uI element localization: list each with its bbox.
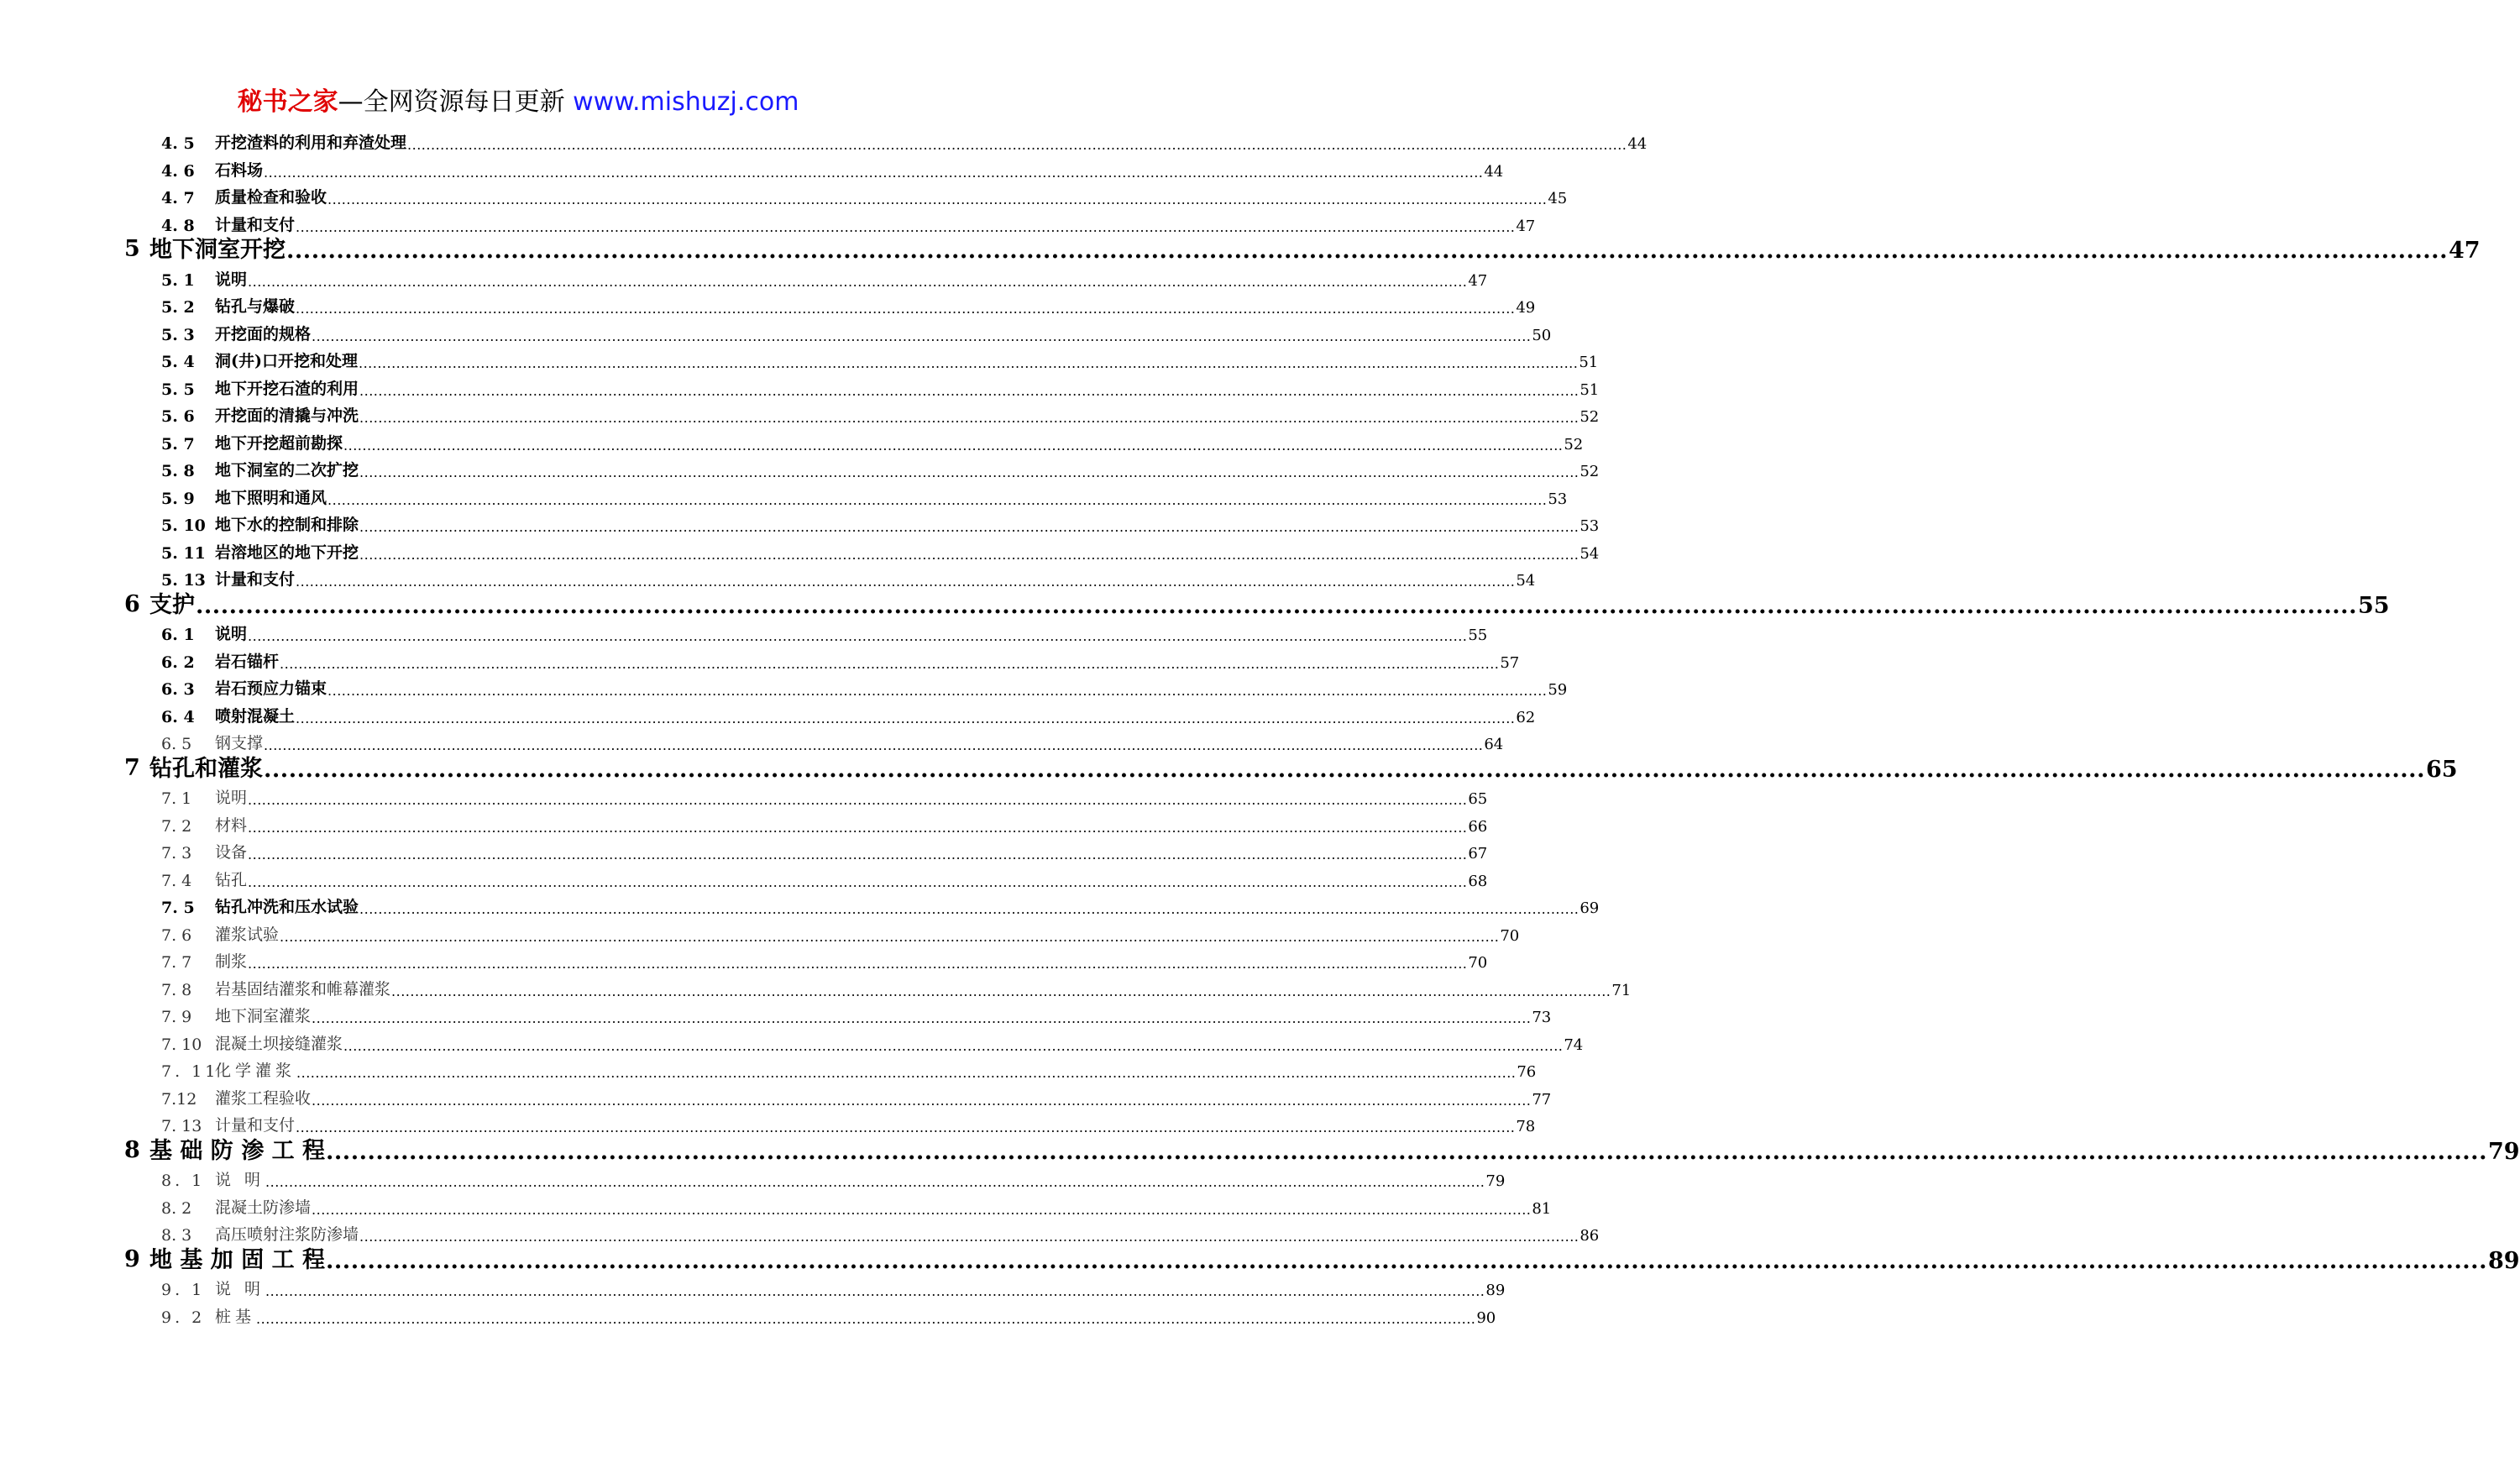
- toc-page-number: 51: [1579, 354, 1599, 371]
- toc-page-number: 64: [1484, 736, 1504, 753]
- toc-dot-leader: ....................................................................................................................................................................................................................................................................: [280, 655, 1500, 672]
- toc-section-row[interactable]: [0, 510, 1600, 535]
- toc-entry-title: 钻孔冲洗和压水试验: [215, 898, 359, 916]
- toc-entry-title: 钻孔和灌浆: [149, 755, 263, 782]
- toc-dot-leader: ....................................................................................................................................................................................................................................................................: [296, 710, 1516, 726]
- toc-entry-title: 地下开挖超前勘探: [215, 433, 343, 453]
- toc-dot-leader: ....................................................................................................................................................................................................................................................................: [312, 1010, 1532, 1026]
- toc-entry-number: 7.12: [161, 1089, 197, 1109]
- toc-section-row[interactable]: [0, 1193, 1552, 1218]
- toc-entry-number: 6. 2: [161, 653, 195, 672]
- toc-dot-leader: ....................................................................................................................................................................................................................................................................: [327, 683, 1548, 699]
- toc-entry-title: 基 础 防 渗 工 程: [149, 1137, 325, 1164]
- toc-dot-leader: ....................................................................................................................................................................................................................................................................: [312, 1092, 1532, 1109]
- toc-page-number: 66: [1468, 817, 1488, 836]
- toc-entry-number: 7. 13: [161, 1117, 202, 1135]
- toc-page-number: 57: [1500, 653, 1520, 672]
- toc-page-number: 52: [1580, 463, 1600, 480]
- toc-entry-number: 5. 2: [161, 298, 195, 317]
- toc-section-row[interactable]: [0, 974, 1632, 999]
- toc-page-number: 78: [1516, 1118, 1536, 1135]
- toc-page-number: 53: [1548, 490, 1568, 508]
- toc-entry-title: 石料场: [215, 160, 264, 180]
- toc-dot-leader: ....................................................................................................................................................................................................................................................................: [359, 410, 1580, 426]
- toc-entry-number: 5. 13: [161, 571, 206, 590]
- toc-page-number: 89: [1485, 1282, 1506, 1299]
- toc-page-number: 53: [1580, 517, 1600, 535]
- toc-page-number: 55: [2357, 592, 2390, 619]
- toc-page-number: 79: [2487, 1138, 2520, 1165]
- toc-entry-number: 6. 5: [161, 735, 192, 753]
- toc-entry-title: 开挖面的清撬与冲洗: [215, 406, 359, 425]
- toc-dot-leader: ....................................................................................................................................................................................................................................................................: [359, 1229, 1580, 1245]
- toc-section-row[interactable]: [0, 837, 1488, 862]
- toc-entry-title: 支护: [149, 591, 195, 618]
- toc-dot-leader: ....................................................................................................................................................................................................................................................................: [248, 273, 1468, 290]
- toc-entry-number: 7. 4: [161, 871, 192, 890]
- toc-page-number: 76: [1517, 1063, 1537, 1081]
- toc-entry-number: 6. 1: [161, 626, 195, 644]
- toc-entry-number: 9. 2: [161, 1308, 206, 1327]
- toc-dot-leader: ....................................................................................................................................................................................................................................................................: [312, 328, 1532, 344]
- toc-page-number: 90: [1476, 1308, 1496, 1327]
- toc-page-number: 67: [1468, 845, 1488, 862]
- toc-section-row[interactable]: [0, 291, 1536, 317]
- toc-page-number: 74: [1564, 1035, 1584, 1054]
- toc-entry-number: 7. 6: [161, 925, 192, 945]
- toc-section-row[interactable]: [0, 783, 1488, 808]
- toc-section-row[interactable]: [0, 1056, 1537, 1081]
- toc-dot-leader: ....................................................................................................................................................................................................................................................................: [248, 873, 1468, 890]
- toc-entry-title: 地下水的控制和排除: [215, 516, 359, 534]
- toc-section-row[interactable]: [0, 892, 1600, 917]
- toc-entry-number: 4. 8: [161, 216, 195, 235]
- toc-section-row[interactable]: [0, 865, 1488, 890]
- toc-dot-leader: ....................................................................................................................................................................................................................................................................: [312, 1201, 1532, 1218]
- toc-dot-leader: ....................................................................................................................................................................................................................................................................: [256, 1310, 1476, 1327]
- toc-entry-title: 岩基固结灌浆和帷幕灌浆: [215, 979, 391, 999]
- toc-page-number: 71: [1611, 981, 1632, 999]
- toc-page-number: 62: [1516, 708, 1536, 726]
- toc-page-number: 47: [1468, 271, 1488, 290]
- toc-entry-title: 说 明: [215, 1280, 265, 1298]
- toc-page-number: 50: [1532, 326, 1552, 344]
- toc-entry-title: 岩溶地区的地下开挖: [215, 543, 359, 562]
- toc-dot-leader: ....................................................................................................................................................................................................................................................................: [359, 546, 1580, 563]
- toc-page-number: 77: [1532, 1090, 1552, 1109]
- toc-entry-title: 说明: [215, 270, 248, 289]
- toc-entry-number: 7. 11: [161, 1062, 219, 1081]
- toc-dot-leader: ....................................................................................................................................................................................................................................................................: [296, 218, 1516, 235]
- toc-entry-title: 开挖渣料的利用和弃渣处理: [215, 134, 407, 152]
- toc-section-row[interactable]: [0, 128, 1648, 153]
- toc-entry-title: 混凝土坝接缝灌浆: [215, 1034, 343, 1053]
- banner-url[interactable]: www.mishuzj.com: [573, 87, 799, 117]
- toc-entry-number: 7. 9: [161, 1008, 192, 1026]
- toc-chapter-row[interactable]: [0, 1136, 2520, 1165]
- toc-section-row[interactable]: [0, 619, 1488, 644]
- toc-page-number: 44: [1484, 162, 1504, 181]
- toc-chapter-row[interactable]: [0, 754, 2458, 783]
- toc-dot-leader: ....................................................................................................................................................................................................................................................................: [248, 792, 1468, 808]
- toc-entry-number: 7: [124, 754, 140, 781]
- toc-entry-number: 8. 3: [161, 1226, 192, 1245]
- toc-section-row[interactable]: [0, 674, 1568, 699]
- toc-dot-leader: ....................................................................................................................................................................................................................................................................: [248, 956, 1468, 972]
- toc-entry-number: 7. 7: [161, 953, 192, 972]
- toc-page-number: 49: [1516, 299, 1536, 317]
- toc-page-number: 45: [1548, 190, 1568, 207]
- toc-dot-leader: ....................................................................................................................................................................................................................................................................: [264, 164, 1484, 181]
- toc-chapter-row[interactable]: [0, 590, 2390, 619]
- toc-dot-leader: ....................................................................................................................................................................................................................................................................: [359, 901, 1580, 917]
- toc-dot-leader: ....................................................................................................................................................................................................................................................................: [358, 355, 1579, 371]
- toc-page-number: 52: [1564, 435, 1584, 454]
- toc-entry-title: 灌浆工程验收: [215, 1088, 312, 1108]
- toc-dot-leader: ....................................................................................................................................................................................................................................................................: [359, 519, 1580, 535]
- toc-entry-title: 桩基: [215, 1307, 256, 1326]
- toc-entry-title: 说 明: [215, 1171, 265, 1189]
- toc-entry-title: 喷射混凝土: [215, 706, 296, 726]
- toc-page-number: 73: [1532, 1009, 1552, 1026]
- toc-section-row[interactable]: [0, 155, 1504, 181]
- toc-entry-number: 5. 1: [161, 270, 195, 290]
- toc-section-row[interactable]: [0, 401, 1600, 426]
- toc-section-row[interactable]: [0, 647, 1520, 672]
- toc-entry-title: 材料: [215, 815, 248, 835]
- toc-dot-leader: ....................................................................................................................................................................................................................................................................: [248, 819, 1468, 836]
- toc-dot-leader: ....................................................................................................................................................................................................................................................................: [296, 301, 1516, 317]
- toc-entry-number: 5. 10: [161, 516, 206, 535]
- toc-page-number: 79: [1485, 1172, 1506, 1190]
- toc-entry-number: 8: [124, 1136, 140, 1163]
- toc-dot-leader: ....................................................................................................................................................................................................................................................................: [265, 1174, 1485, 1190]
- toc-entry-title: 洞(井)口开挖和处理: [215, 352, 358, 370]
- toc-dot-leader: ....................................................................................................................................................................................................................................................................: [264, 756, 2425, 783]
- toc-page-number: 54: [1580, 544, 1600, 563]
- toc-dot-leader: ....................................................................................................................................................................................................................................................................: [296, 1119, 1516, 1135]
- toc-section-row[interactable]: [0, 1001, 1552, 1026]
- toc-page-number: 65: [2425, 756, 2458, 783]
- toc-entry-title: 质量检查和验收: [215, 188, 327, 207]
- toc-page-number: 70: [1500, 926, 1520, 945]
- toc-entry-title: 地下洞室开挖: [149, 237, 286, 263]
- toc-section-row[interactable]: [0, 428, 1584, 454]
- toc-section-row[interactable]: [0, 1165, 1506, 1190]
- toc-entry-number: 9: [124, 1245, 140, 1272]
- toc-section-row[interactable]: [0, 946, 1488, 972]
- toc-chapter-row[interactable]: [0, 1245, 2520, 1274]
- toc-dot-leader: ....................................................................................................................................................................................................................................................................: [326, 1138, 2487, 1165]
- toc-entry-title: 化学灌浆: [215, 1062, 296, 1080]
- toc-section-row[interactable]: [0, 701, 1536, 726]
- toc-entry-number: 6. 4: [161, 707, 195, 726]
- toc-dot-leader: ....................................................................................................................................................................................................................................................................: [326, 1247, 2487, 1274]
- toc-entry-number: 7. 10: [161, 1035, 202, 1054]
- toc-section-row[interactable]: [0, 810, 1488, 836]
- toc-section-row[interactable]: [0, 483, 1568, 508]
- toc-entry-number: 6. 3: [161, 680, 195, 699]
- toc-entry-number: 5. 6: [161, 407, 195, 426]
- toc-page-number: 69: [1580, 899, 1600, 917]
- toc-dot-leader: ....................................................................................................................................................................................................................................................................: [264, 737, 1484, 753]
- toc-dot-leader: ....................................................................................................................................................................................................................................................................: [407, 137, 1627, 153]
- toc-entry-number: 7. 8: [161, 980, 192, 999]
- toc-page-number: 47: [1516, 217, 1536, 235]
- toc-entry-title: 岩石预应力锚束: [215, 679, 327, 698]
- toc-entry-title: 岩石锚杆: [215, 652, 280, 671]
- toc-entry-title: 钻孔与爆破: [215, 297, 296, 316]
- toc-dot-leader: ....................................................................................................................................................................................................................................................................: [296, 1065, 1517, 1081]
- site-banner: [0, 86, 1036, 119]
- toc-section-row[interactable]: [0, 455, 1600, 480]
- banner-slogan: —全网资源每日更新: [338, 87, 574, 117]
- toc-entry-number: 8. 1: [161, 1172, 206, 1190]
- toc-entry-title: 灌浆试验: [215, 925, 280, 944]
- toc-dot-leader: ....................................................................................................................................................................................................................................................................: [286, 238, 2448, 264]
- toc-page-number: 68: [1468, 872, 1488, 890]
- toc-section-row[interactable]: [0, 1302, 1496, 1327]
- toc-entry-number: 5. 8: [161, 462, 195, 480]
- toc-dot-leader: ....................................................................................................................................................................................................................................................................: [343, 1037, 1564, 1054]
- toc-section-row[interactable]: [0, 1029, 1584, 1054]
- toc-entry-title: 设备: [215, 843, 248, 862]
- toc-entry-number: 7. 2: [161, 816, 192, 836]
- toc-page-number: 52: [1580, 408, 1600, 426]
- toc-entry-title: 说明: [215, 789, 248, 807]
- toc-chapter-row[interactable]: [0, 236, 2481, 264]
- toc-dot-leader: ....................................................................................................................................................................................................................................................................: [359, 382, 1580, 399]
- toc-entry-number: 4. 5: [161, 134, 195, 153]
- toc-entry-title: 计量和支付: [215, 570, 296, 589]
- toc-dot-leader: ....................................................................................................................................................................................................................................................................: [391, 983, 1611, 999]
- toc-dot-leader: ....................................................................................................................................................................................................................................................................: [248, 847, 1468, 862]
- toc-page-number: 70: [1468, 954, 1488, 972]
- toc-entry-title: 制浆: [215, 952, 248, 971]
- toc-entry-title: 说明: [215, 625, 248, 643]
- toc-entry-number: 8. 2: [161, 1198, 192, 1218]
- toc-page-number: 47: [2448, 238, 2481, 264]
- toc-entry-title: 计量和支付: [215, 1116, 296, 1135]
- toc-section-row[interactable]: [0, 920, 1520, 945]
- toc-entry-title: 高压喷射注浆防渗墙: [215, 1225, 359, 1244]
- toc-page-number: 51: [1580, 380, 1600, 399]
- toc-section-row[interactable]: [0, 346, 1599, 371]
- toc-entry-number: 7. 5: [161, 899, 195, 917]
- toc-entry-number: 6: [124, 590, 140, 617]
- toc-entry-title: 钻孔: [215, 870, 248, 889]
- toc-entry-number: 4. 7: [161, 189, 195, 207]
- toc-page-number: 44: [1627, 135, 1648, 153]
- toc-entry-title: 地 基 加 固 工 程: [149, 1246, 325, 1273]
- toc-entry-number: 5. 9: [161, 489, 195, 508]
- toc-section-row[interactable]: [0, 537, 1600, 563]
- toc-dot-leader: ....................................................................................................................................................................................................................................................................: [248, 628, 1468, 644]
- toc-page-number: 55: [1468, 627, 1488, 644]
- toc-entry-number: 5. 7: [161, 434, 195, 454]
- toc-entry-number: 9. 1: [161, 1281, 206, 1299]
- toc-entry-number: 5. 11: [161, 543, 206, 563]
- toc-dot-leader: ....................................................................................................................................................................................................................................................................: [196, 592, 2357, 619]
- toc-entry-title: 地下洞室的二次扩挖: [215, 461, 359, 480]
- toc-dot-leader: ....................................................................................................................................................................................................................................................................: [327, 191, 1548, 207]
- toc-section-row[interactable]: [0, 374, 1600, 399]
- toc-entry-number: 5. 5: [161, 380, 195, 399]
- toc-dot-leader: ....................................................................................................................................................................................................................................................................: [343, 437, 1564, 454]
- toc-entry-title: 开挖面的规格: [215, 324, 312, 343]
- toc-entry-title: 地下开挖石渣的利用: [215, 379, 359, 398]
- toc-section-row[interactable]: [0, 265, 1488, 290]
- toc-page-number: 81: [1532, 1199, 1552, 1218]
- brand-name: 秘书之家: [237, 87, 338, 117]
- toc-page-number: 59: [1548, 681, 1568, 699]
- toc-entry-number: 7. 1: [161, 789, 192, 808]
- toc-dot-leader: ....................................................................................................................................................................................................................................................................: [265, 1283, 1485, 1299]
- toc-entry-title: 计量和支付: [215, 215, 296, 234]
- toc-section-row[interactable]: [0, 319, 1552, 344]
- toc-dot-leader: ....................................................................................................................................................................................................................................................................: [296, 574, 1516, 590]
- toc-entry-title: 混凝土防渗墙: [215, 1198, 312, 1217]
- toc-page-number: 54: [1516, 572, 1536, 590]
- toc-page-number: 89: [2487, 1247, 2520, 1274]
- toc-entry-number: 5. 3: [161, 325, 195, 344]
- toc-page-number: 65: [1468, 790, 1488, 808]
- toc-section-row[interactable]: [0, 1274, 1506, 1299]
- toc-entry-number: 5: [124, 236, 140, 262]
- toc-entry-title: 钢支撑: [215, 734, 264, 752]
- toc-entry-number: 4. 6: [161, 161, 195, 181]
- toc-section-row[interactable]: [0, 1083, 1552, 1109]
- toc-entry-number: 5. 4: [161, 353, 195, 371]
- toc-dot-leader: ....................................................................................................................................................................................................................................................................: [359, 464, 1580, 480]
- toc-entry-title: 地下洞室灌浆: [215, 1007, 312, 1025]
- toc-section-row[interactable]: [0, 182, 1568, 207]
- toc-entry-number: 7. 3: [161, 844, 192, 862]
- toc-page-number: 86: [1580, 1227, 1600, 1245]
- toc-entry-title: 地下照明和通风: [215, 488, 327, 507]
- toc-dot-leader: ....................................................................................................................................................................................................................................................................: [327, 491, 1548, 508]
- toc-dot-leader: ....................................................................................................................................................................................................................................................................: [280, 928, 1500, 945]
